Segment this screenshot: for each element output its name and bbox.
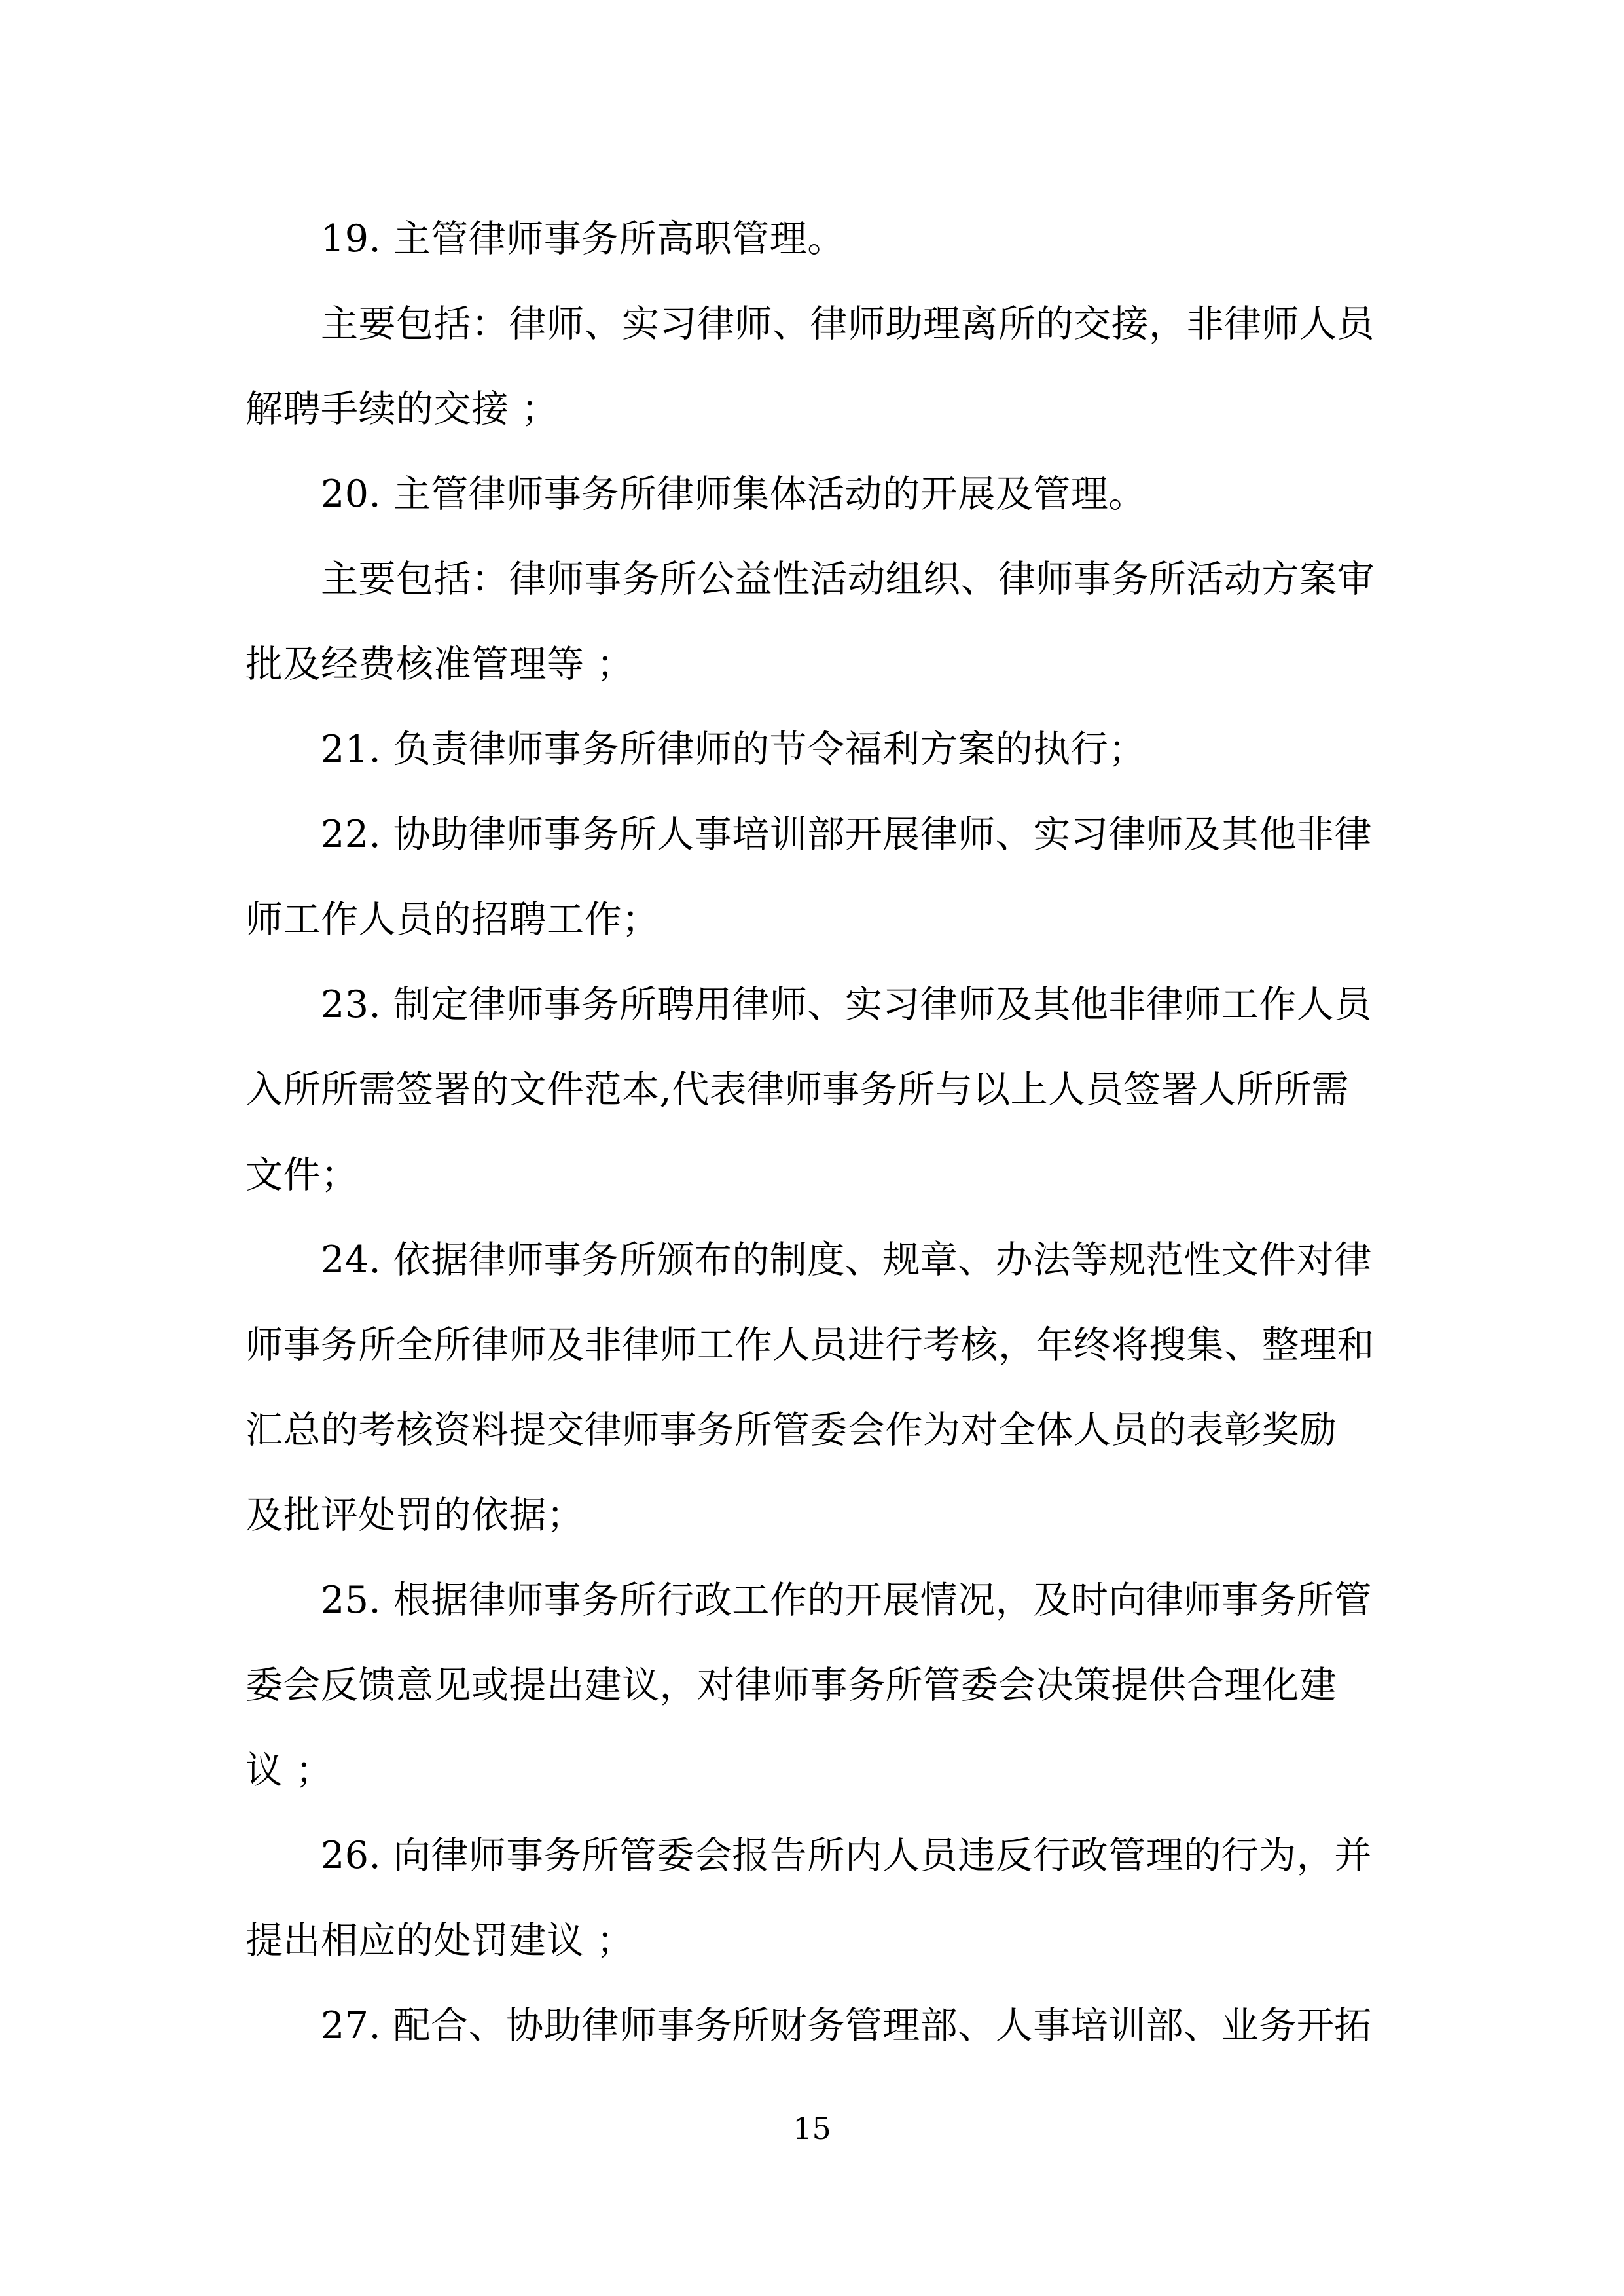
text-line: 24. 依据律师事务所颁布的制度、规章、办法等规范性文件对律 <box>321 1238 1372 1282</box>
text-line: 27. 配合、协助律师事务所财务管理部、人事培训部、业务开拓 <box>321 2004 1372 2047</box>
text-line: 议 ； <box>245 1749 333 1792</box>
text-line: 21. 负责律师事务所律师的节令福利方案的执行； <box>321 728 1146 771</box>
text-line: 主要包括：律师事务所公益性活动组织、律师事务所活动方案审 <box>321 558 1375 601</box>
text-line: 批及经费核准管理等 ； <box>245 643 634 686</box>
document-body <box>0 196 1624 2068</box>
text-line: 师工作人员的招聘工作； <box>245 898 660 941</box>
text-line: 20. 主管律师事务所律师集体活动的开展及管理。 <box>321 473 1146 516</box>
text-line: 23. 制定律师事务所聘用律师、实习律师及其他非律师工作人员 <box>321 983 1372 1026</box>
text-line: 文件； <box>245 1153 359 1196</box>
text-line: 师事务所全所律师及非律师工作人员进行考核，年终将搜集、整理和 <box>245 1323 1375 1367</box>
text-line: 26. 向律师事务所管委会报告所内人员违反行政管理的行为，并 <box>321 1834 1372 1877</box>
text-line: 22. 协助律师事务所人事培训部开展律师、实习律师及其他非律 <box>321 813 1372 856</box>
page-number: 15 <box>793 2111 831 2146</box>
text-line: 提出相应的处罚建议 ； <box>245 1919 634 1962</box>
text-line: 主要包括：律师、实习律师、律师助理离所的交接，非律师人员 <box>321 302 1375 346</box>
text-line: 25. 根据律师事务所行政工作的开展情况，及时向律师事务所管 <box>321 1579 1372 1622</box>
text-line: 入所所需签署的文件范本,代表律师事务所与以上人员签署人所所需 <box>245 1068 1350 1111</box>
text-line: 汇总的考核资料提交律师事务所管委会作为对全体人员的表彰奖励 <box>245 1408 1337 1452</box>
text-line: 委会反馈意见或提出建议，对律师事务所管委会决策提供合理化建 <box>245 1664 1337 1707</box>
text-line: 19. 主管律师事务所高职管理。 <box>321 217 845 260</box>
text-line: 解聘手续的交接 ； <box>245 387 559 431</box>
text-line: 及批评处罚的依据； <box>245 1494 585 1537</box>
